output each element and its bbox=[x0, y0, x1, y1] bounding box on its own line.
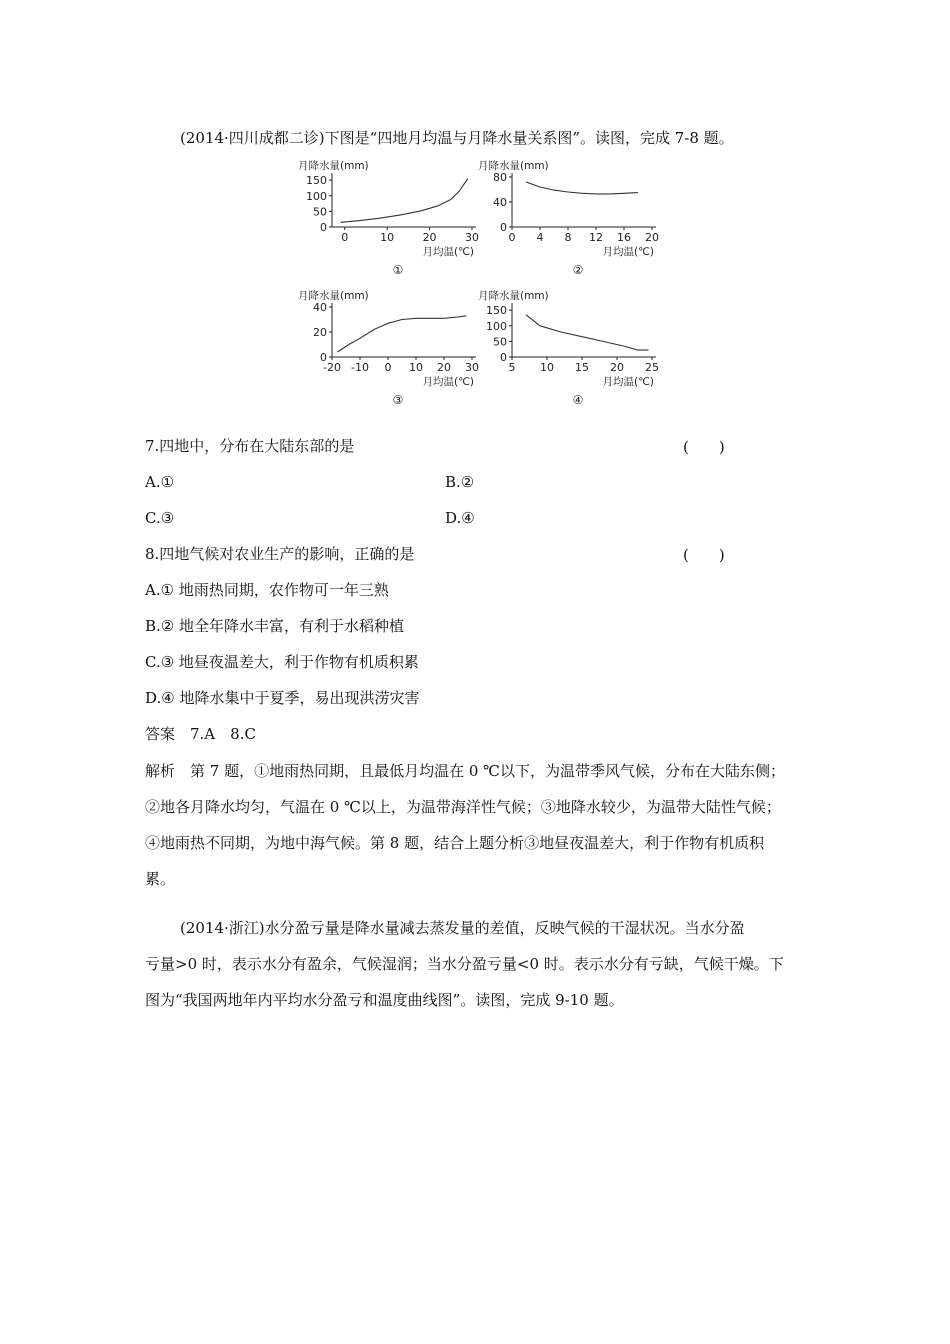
chart-3-xtick-label: -20 bbox=[323, 361, 341, 374]
chart-2-xtick-label: 20 bbox=[645, 231, 659, 244]
question-8: 8.四地气候对农业生产的影响，正确的是 bbox=[145, 545, 415, 563]
answer-line: 答案 7.A 8.C bbox=[145, 725, 256, 743]
chart-3-xtick-label: 20 bbox=[437, 361, 451, 374]
analysis-line-3: ④地雨热不同期，为地中海气候。第 8 题，结合上题分析③地昼夜温差大，利于作物有机质积 bbox=[145, 834, 765, 852]
chart-3-ytick-label: 40 bbox=[313, 301, 327, 314]
chart-4-series-line bbox=[526, 315, 649, 350]
chart-3-xtick-label: -10 bbox=[351, 361, 369, 374]
chart-4-xtick-label: 15 bbox=[575, 361, 589, 374]
chart-3-svg bbox=[290, 285, 490, 410]
chart-3 bbox=[290, 285, 490, 410]
chart-1-xtick-label: 0 bbox=[341, 231, 349, 244]
chart-4-ylabel: 月降水量(mm) bbox=[478, 290, 549, 302]
chart-2-xtick-label: 0 bbox=[508, 231, 516, 244]
chart-2-svg bbox=[470, 155, 670, 280]
chart-1-ytick-label: 150 bbox=[306, 174, 327, 188]
chart-1-xtick-label: 20 bbox=[422, 231, 437, 244]
question-7-answer-blank: ( ) bbox=[683, 438, 725, 456]
chart-3-ylabel: 月降水量(mm) bbox=[298, 290, 369, 302]
chart-3-xtick-label: 10 bbox=[409, 361, 423, 374]
chart-4-xtick-label: 10 bbox=[540, 361, 554, 374]
chart-2-series-line bbox=[526, 182, 638, 194]
q7-option-b: B.② bbox=[445, 473, 475, 491]
chart-2 bbox=[470, 155, 670, 280]
chart-3-xlabel: 月均温(℃) bbox=[422, 376, 474, 388]
q8-option-d: D.④ 地降水集中于夏季，易出现洪涝灾害 bbox=[145, 689, 420, 707]
chart-4-xtick-label: 5 bbox=[508, 361, 516, 374]
intro-paragraph-1: (2014·四川成都二诊)下图是“四地月均温与月降水量关系图”。读图，完成 7-8 题。 bbox=[180, 129, 734, 147]
chart-2-xlabel: 月均温(℃) bbox=[602, 246, 654, 258]
chart-3-xtick-label: 30 bbox=[465, 361, 479, 374]
question-8-answer-blank: ( ) bbox=[683, 546, 725, 564]
analysis-line-1: 解析 第 7 题，①地雨热同期，且最低月均温在 0 ℃以下，为温带季风气候，分布在大陆东侧； bbox=[145, 762, 785, 780]
chart-2-ytick-label: 80 bbox=[493, 171, 507, 184]
q7-option-a: A.① bbox=[145, 473, 175, 491]
chart-2-ytick-label: 0 bbox=[500, 221, 507, 234]
q7-option-d: D.④ bbox=[445, 509, 475, 527]
q7-option-c: C.③ bbox=[145, 509, 175, 527]
chart-1-xtick-label: 30 bbox=[465, 231, 479, 244]
intro-paragraph-2-line-1: (2014·浙江)水分盈亏量是降水量减去蒸发量的差值，反映气候的干湿状况。当水分盈 bbox=[180, 919, 745, 937]
analysis-line-2: ②地各月降水均匀，气温在 0 ℃以上，为温带海洋性气候；③地降水较少，为温带大陆性气候； bbox=[145, 798, 781, 816]
chart-2-ylabel: 月降水量(mm) bbox=[478, 160, 549, 172]
chart-3-ytick-label: 0 bbox=[320, 351, 327, 364]
chart-2-xtick-label: 12 bbox=[589, 231, 603, 244]
chart-1-ytick-label: 50 bbox=[313, 205, 327, 219]
question-7: 7.四地中，分布在大陆东部的是 bbox=[145, 437, 355, 455]
chart-4-xtick-label: 20 bbox=[610, 361, 624, 374]
chart-2-xtick-label: 16 bbox=[617, 231, 631, 244]
q8-option-c: C.③ 地昼夜温差大，利于作物有机质积累 bbox=[145, 653, 419, 671]
chart-1-xlabel: 月均温(℃) bbox=[422, 246, 474, 258]
chart-4-xtick-label: 25 bbox=[645, 361, 659, 374]
chart-1-svg bbox=[290, 155, 490, 280]
intro-paragraph-2-line-3: 图为“我国两地年内平均水分盈亏和温度曲线图”。读图，完成 9-10 题。 bbox=[145, 991, 624, 1009]
chart-2-caption: ② bbox=[572, 263, 584, 277]
chart-1-xtick-label: 10 bbox=[380, 231, 395, 244]
chart-3-xtick-label: 0 bbox=[384, 361, 392, 374]
chart-2-xtick-label: 4 bbox=[536, 231, 544, 244]
intro-paragraph-2-line-2: 亏量>0 时，表示水分有盈余，气候湿润；当水分盈亏量<0 时。表示水分有亏缺，气候干燥。下 bbox=[145, 955, 784, 973]
chart-1-ytick-label: 0 bbox=[320, 221, 327, 234]
chart-4-svg bbox=[470, 285, 670, 410]
chart-4-ytick-label: 0 bbox=[500, 351, 507, 364]
q8-option-a: A.① 地雨热同期，农作物可一年三熟 bbox=[145, 581, 389, 599]
chart-1-caption: ① bbox=[392, 263, 404, 277]
analysis-line-4: 累。 bbox=[145, 870, 176, 888]
chart-4-xlabel: 月均温(℃) bbox=[602, 376, 654, 388]
chart-1 bbox=[290, 155, 490, 280]
chart-2-ytick-label: 40 bbox=[493, 196, 507, 209]
chart-3-series-line bbox=[338, 316, 467, 352]
chart-1-ylabel: 月降水量(mm) bbox=[298, 160, 369, 172]
q8-option-b: B.② 地全年降水丰富，有利于水稻种植 bbox=[145, 617, 405, 635]
chart-2-xtick-label: 8 bbox=[564, 231, 572, 244]
chart-3-ytick-label: 20 bbox=[313, 326, 327, 339]
chart-4-ytick-label: 50 bbox=[493, 335, 507, 349]
chart-1-ytick-label: 100 bbox=[306, 189, 327, 203]
chart-4-ytick-label: 100 bbox=[486, 319, 507, 333]
chart-1-series-line bbox=[341, 179, 468, 223]
chart-3-caption: ③ bbox=[392, 393, 404, 407]
chart-4-ytick-label: 150 bbox=[486, 304, 507, 318]
chart-4-caption: ④ bbox=[572, 393, 584, 407]
chart-4 bbox=[470, 285, 670, 410]
